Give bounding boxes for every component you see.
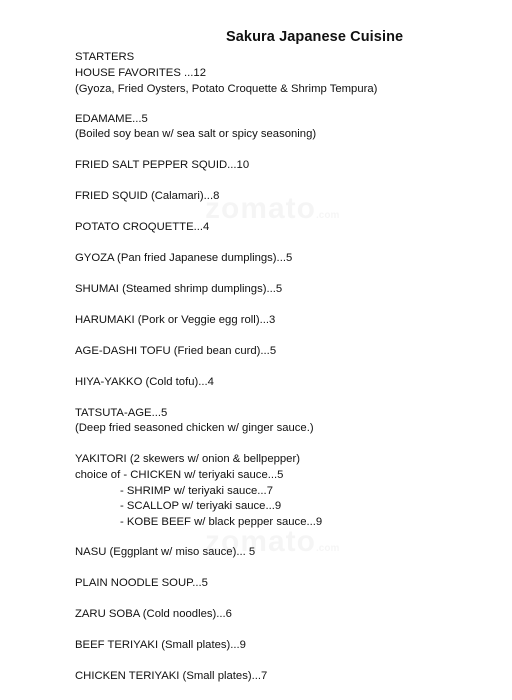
menu-item-option: - KOBE BEEF w/ black pepper sauce...9: [120, 516, 323, 528]
menu-item: POTATO CROQUETTE...4: [75, 221, 210, 233]
menu-item: HOUSE FAVORITES ...12: [75, 67, 206, 79]
menu-item: FRIED SQUID (Calamari)...8: [75, 190, 220, 202]
menu-item-description: (Deep fried seasoned chicken w/ ginger sauce.): [75, 422, 314, 434]
watermark-text: [205, 192, 316, 225]
menu-item: ZARU SOBA (Cold noodles)...6: [75, 608, 232, 620]
watermark: [205, 192, 339, 226]
menu-item: SHUMAI (Steamed shrimp dumplings)...5: [75, 283, 283, 295]
section-heading-starters: STARTERS: [75, 51, 135, 63]
menu-item-option: - SCALLOP w/ teriyaki sauce...9: [120, 500, 282, 512]
menu-item-description: (Gyoza, Fried Oysters, Potato Croquette & Shrimp Tempura): [75, 83, 378, 95]
menu-item: FRIED SALT PEPPER SQUID...10: [75, 159, 250, 171]
menu-item: CHICKEN TERIYAKI (Small plates)...7: [75, 670, 268, 682]
watermark-suffix: [316, 543, 339, 554]
menu-item: HARUMAKI (Pork or Veggie egg roll)...3: [75, 314, 276, 326]
menu-item: TATSUTA-AGE...5: [75, 407, 168, 419]
menu-item-option: choice of - CHICKEN w/ teriyaki sauce...5: [75, 469, 284, 481]
menu-item-description: (Boiled soy bean w/ sea salt or spicy seasoning): [75, 128, 317, 140]
menu-item: GYOZA (Pan fried Japanese dumplings)...5: [75, 252, 293, 264]
watermark-suffix: [316, 210, 339, 221]
menu-item: EDAMAME...5: [75, 113, 148, 125]
restaurant-title: Sakura Japanese Cuisine: [226, 29, 404, 45]
menu-item: HIYA-YAKKO (Cold tofu)...4: [75, 376, 214, 388]
menu-item: BEEF TERIYAKI (Small plates)...9: [75, 639, 246, 651]
menu-item: YAKITORI (2 skewers w/ onion & bellpepper): [75, 453, 300, 465]
menu-item-option: - SHRIMP w/ teriyaki sauce...7: [120, 485, 273, 497]
menu-item: AGE-DASHI TOFU (Fried bean curd)...5: [75, 345, 277, 357]
menu-item: NASU (Eggplant w/ miso sauce)... 5: [75, 546, 256, 558]
menu-item: PLAIN NOODLE SOUP...5: [75, 577, 208, 589]
